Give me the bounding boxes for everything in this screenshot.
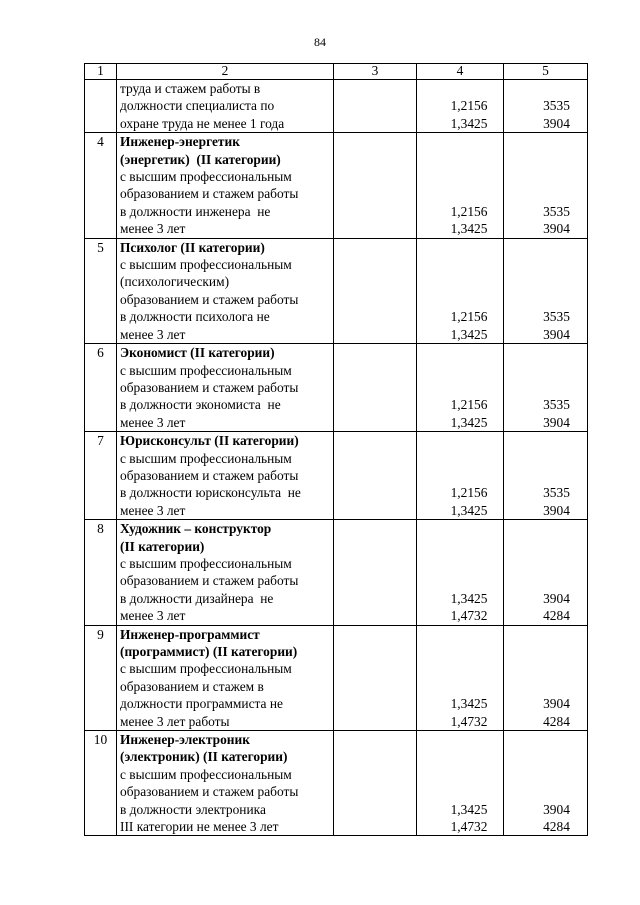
position-requirement-line: образованием и стажем работы <box>120 467 299 483</box>
position-requirement-line: с высшим профессиональным <box>120 257 292 273</box>
position-description <box>117 520 334 625</box>
position-title-line: (II категории) <box>120 538 205 554</box>
position-requirement-line: в должности юрисконсульта не <box>120 485 301 501</box>
salary-value: 3535 <box>543 203 570 219</box>
column-3-cell <box>334 238 417 343</box>
coefficient-value: 1,3425 <box>450 801 488 817</box>
salary-value: 3535 <box>543 485 570 501</box>
position-title-line: Инженер-программист <box>120 626 260 642</box>
coefficient-cell <box>417 238 504 343</box>
salary-cell <box>504 344 588 432</box>
header-col-5: 5 <box>504 64 588 80</box>
position-requirement-line: с высшим профессиональным <box>120 555 292 571</box>
position-title-line: Психолог (II категории) <box>120 239 265 255</box>
salary-value: 3904 <box>543 801 570 817</box>
table-row <box>85 625 588 730</box>
position-description <box>117 133 334 238</box>
position-requirement-line: с высшим профессиональным <box>120 661 292 677</box>
coefficient-value: 1,3425 <box>450 590 488 606</box>
table-row <box>85 432 588 520</box>
salary-cell <box>504 625 588 730</box>
salary-table <box>84 63 588 836</box>
column-3-cell <box>334 520 417 625</box>
position-requirement-line: образованием и стажем работы <box>120 291 299 307</box>
coefficient-value: 1,3425 <box>450 115 488 131</box>
coefficient-value: 1,3425 <box>450 696 488 712</box>
position-title-line: (программист) (II категории) <box>120 644 298 659</box>
position-description <box>117 731 334 836</box>
coefficient-value: 1,2156 <box>450 397 488 413</box>
coefficient-value: 1,3425 <box>450 326 488 342</box>
salary-value: 3904 <box>543 502 570 518</box>
coefficient-cell <box>417 344 504 432</box>
table-row <box>85 344 588 432</box>
column-3-cell <box>334 133 417 238</box>
coefficient-value: 1,4732 <box>450 713 488 729</box>
position-requirement-line: менее 3 лет работы <box>120 713 230 729</box>
column-3-cell <box>334 625 417 730</box>
position-requirement-line: охране труда не менее 1 года <box>120 115 285 131</box>
position-requirement-line: образованием и стажем в <box>120 678 264 694</box>
position-requirement-line: в должности экономиста не <box>120 397 281 413</box>
position-requirement-line: с высшим профессиональным <box>120 362 292 378</box>
position-requirement-line: в должности электроника <box>120 801 266 817</box>
salary-cell <box>504 133 588 238</box>
position-title-line: Инженер-энергетик <box>120 134 240 150</box>
position-requirement-line: менее 3 лет <box>120 221 186 237</box>
coefficient-value: 1,2156 <box>450 485 488 501</box>
position-description <box>117 625 334 730</box>
coefficient-value: 1,3425 <box>450 414 488 430</box>
salary-value: 3904 <box>543 414 570 430</box>
salary-value: 4284 <box>543 608 570 624</box>
row-number: 7 <box>85 432 117 520</box>
position-description <box>117 432 334 520</box>
header-col-2: 2 <box>117 64 334 80</box>
salary-value: 3535 <box>543 309 570 325</box>
salary-cell <box>504 238 588 343</box>
coefficient-cell <box>417 80 504 133</box>
table-row <box>85 520 588 625</box>
header-col-1: 1 <box>85 64 117 80</box>
position-requirement-line: должности специалиста по <box>120 98 275 114</box>
coefficient-value: 1,2156 <box>450 203 488 219</box>
salary-value: 3904 <box>543 221 570 237</box>
coefficient-value: 1,2156 <box>450 309 488 325</box>
position-title-line: Художник – конструктор <box>120 521 272 537</box>
position-requirement-line: с высшим профессиональным <box>120 450 292 466</box>
salary-value: 4284 <box>543 819 570 835</box>
position-requirement-line: менее 3 лет <box>120 608 186 624</box>
coefficient-value: 1,3425 <box>450 502 488 518</box>
position-requirement-line: III категории не менее 3 лет <box>120 819 279 835</box>
position-requirement-line: труда и стажем работы в <box>120 81 261 96</box>
salary-value: 4284 <box>543 713 570 729</box>
salary-value: 3535 <box>543 397 570 413</box>
position-requirement-line: менее 3 лет <box>120 502 186 518</box>
coefficient-value: 1,2156 <box>450 98 488 114</box>
header-col-3: 3 <box>334 64 417 80</box>
column-3-cell <box>334 344 417 432</box>
position-requirement-line: образованием и стажем работы <box>120 186 299 202</box>
position-requirement-line: должности программиста не <box>120 696 283 712</box>
row-number: 9 <box>85 625 117 730</box>
salary-cell <box>504 520 588 625</box>
position-title-line: (энергетик) (II категории) <box>120 151 281 167</box>
column-3-cell <box>334 731 417 836</box>
coefficient-value: 1,3425 <box>450 221 488 237</box>
row-number: 10 <box>85 731 117 836</box>
coefficient-value: 1,4732 <box>450 608 488 624</box>
position-title-line: Инженер-электроник <box>120 732 250 748</box>
position-title-line: Экономист (II категории) <box>120 345 275 361</box>
position-requirement-line: менее 3 лет <box>120 414 186 430</box>
position-title-line: Юрисконсульт (II категории) <box>120 433 299 449</box>
salary-cell <box>504 80 588 133</box>
position-description <box>117 80 334 133</box>
column-3-cell <box>334 80 417 133</box>
row-number: 8 <box>85 520 117 625</box>
table-header-row <box>85 64 588 80</box>
position-requirement-line: в должности психолога не <box>120 309 270 325</box>
table-row <box>85 80 588 133</box>
header-col-4: 4 <box>417 64 504 80</box>
position-requirement-line: образованием и стажем работы <box>120 379 299 395</box>
position-requirement-line: с высшим профессиональным <box>120 766 292 782</box>
table-row <box>85 238 588 343</box>
position-requirement-line: в должности дизайнера не <box>120 590 274 606</box>
page-number: 84 <box>314 35 326 49</box>
coefficient-cell <box>417 625 504 730</box>
position-requirement-line: в должности инженера не <box>120 203 271 219</box>
position-requirement-line: образованием и стажем работы <box>120 573 299 589</box>
row-number: 4 <box>85 133 117 238</box>
coefficient-cell <box>417 432 504 520</box>
position-requirement-line: менее 3 лет <box>120 326 186 342</box>
position-requirement-line: (психологическим) <box>120 274 230 290</box>
position-title-line: (электроник) (II категории) <box>120 749 288 765</box>
table-body <box>85 64 588 836</box>
salary-cell <box>504 432 588 520</box>
coefficient-cell <box>417 731 504 836</box>
column-3-cell <box>334 432 417 520</box>
coefficient-cell <box>417 520 504 625</box>
row-number: 5 <box>85 238 117 343</box>
salary-value: 3904 <box>543 326 570 342</box>
table-row <box>85 133 588 238</box>
salary-cell <box>504 731 588 836</box>
coefficient-cell <box>417 133 504 238</box>
position-description <box>117 238 334 343</box>
salary-value: 3535 <box>543 98 570 114</box>
position-requirement-line: образованием и стажем работы <box>120 784 299 800</box>
salary-value: 3904 <box>543 696 570 712</box>
table-row <box>85 731 588 836</box>
row-number: 6 <box>85 344 117 432</box>
salary-value: 3904 <box>543 115 570 131</box>
position-requirement-line: с высшим профессиональным <box>120 169 292 185</box>
coefficient-value: 1,4732 <box>450 819 488 835</box>
position-description <box>117 344 334 432</box>
row-number <box>85 80 117 133</box>
salary-value: 3904 <box>543 590 570 606</box>
